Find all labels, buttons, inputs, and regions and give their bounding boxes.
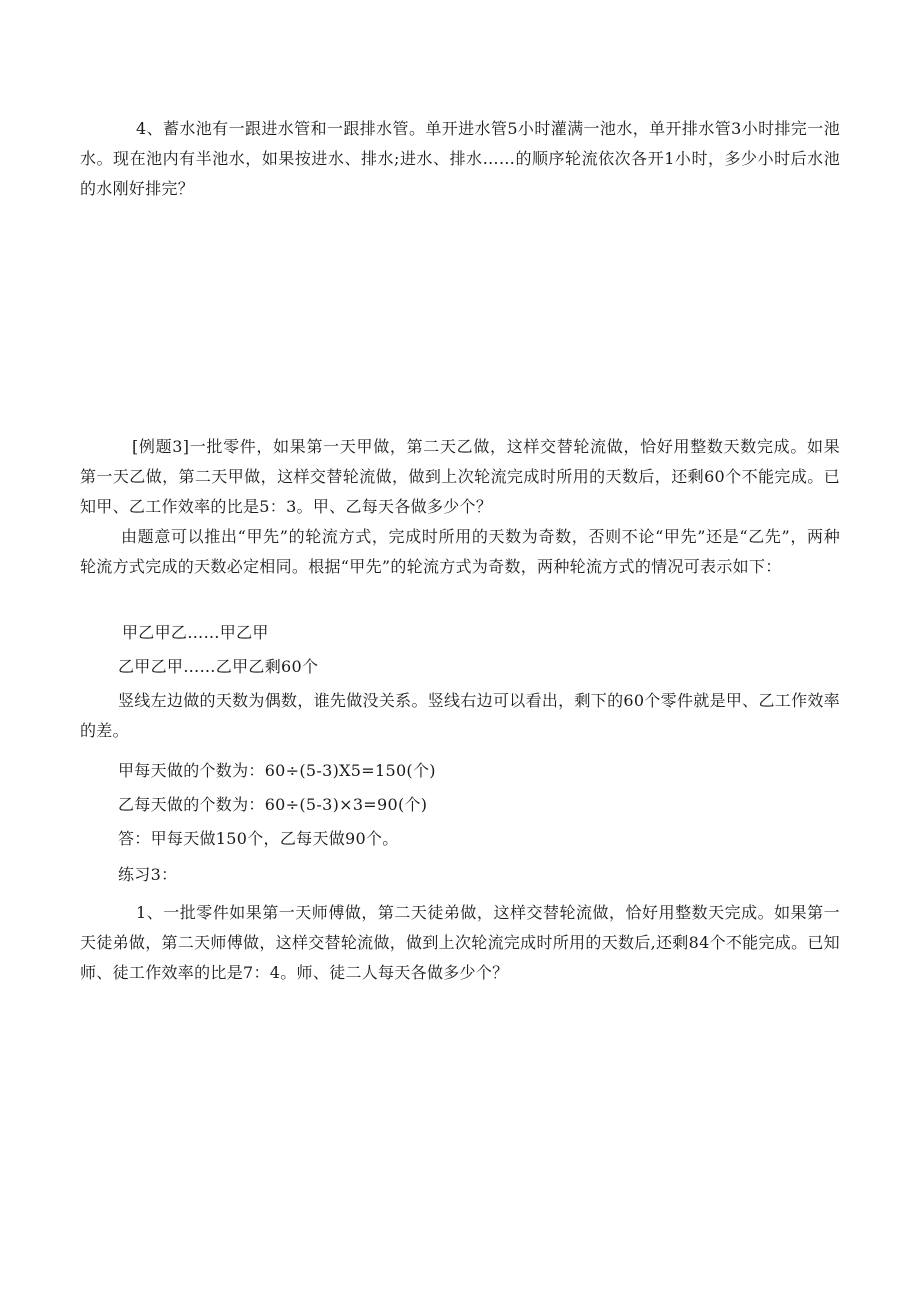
practice-3-problem-1: 1、一批零件如果第一天师傅做，第二天徒弟做，这样交替轮流做，恰好用整数天完成。如果第一天徒弟做，第二天师傅做，这样交替轮流做，做到上次轮流完成时所用的天数后,还剩84个不能完成。已知师、徒工作效率的比是7：4。师、徒二人每天各做多少个？ bbox=[80, 903, 840, 982]
sequence-jia-first: 甲乙甲乙……甲乙甲 bbox=[122, 623, 269, 642]
practice-3-heading: 练习3： bbox=[118, 865, 178, 884]
example-3-text: [例题3]一批零件，如果第一天甲做，第二天乙做，这样交替轮流做，恰好用整数天数完成。如果第一天乙做，第二天甲做，这样交替轮流做，做到上次轮流完成时所用的天数后，还剩60个不能完成。已知甲、乙工作效率的比是5：3。甲、乙每天各做多少个？ bbox=[80, 437, 840, 516]
problem-4-text: 4、蓄水池有一跟进水管和一跟排水管。单开进水管5小时灌满一池水，单开排水管3小时排完一池水。现在池内有半池水，如果按进水、排水;进水、排水……的顺序轮流依次各开1小时，多少小时后水池的水刚好排完？ bbox=[80, 119, 840, 198]
answer-text: 答：甲每天做150个，乙每天做90个。 bbox=[118, 829, 399, 848]
sequence-yi-first: 乙甲乙甲……乙甲乙剩60个 bbox=[118, 657, 319, 676]
calc-jia-daily: 甲每天做的个数为：60÷(5-3)X5=150(个) bbox=[118, 761, 436, 780]
solution-intro-text: 由题意可以推出“甲先”的轮流方式，完成时所用的天数为奇数，否则不论“甲先”还是“乙先”，两种轮流方式完成的天数必定相同。根据“甲先”的轮流方式为奇数，两种轮流方式的情况可表示如下： bbox=[80, 527, 840, 576]
calc-yi-daily: 乙每天做的个数为：60÷(5-3)×3=90(个) bbox=[118, 795, 428, 814]
observation-text: 竖线左边做的天数为偶数，谁先做没关系。竖线右边可以看出，剩下的60个零件就是甲、乙工作效率的差。 bbox=[80, 691, 840, 740]
